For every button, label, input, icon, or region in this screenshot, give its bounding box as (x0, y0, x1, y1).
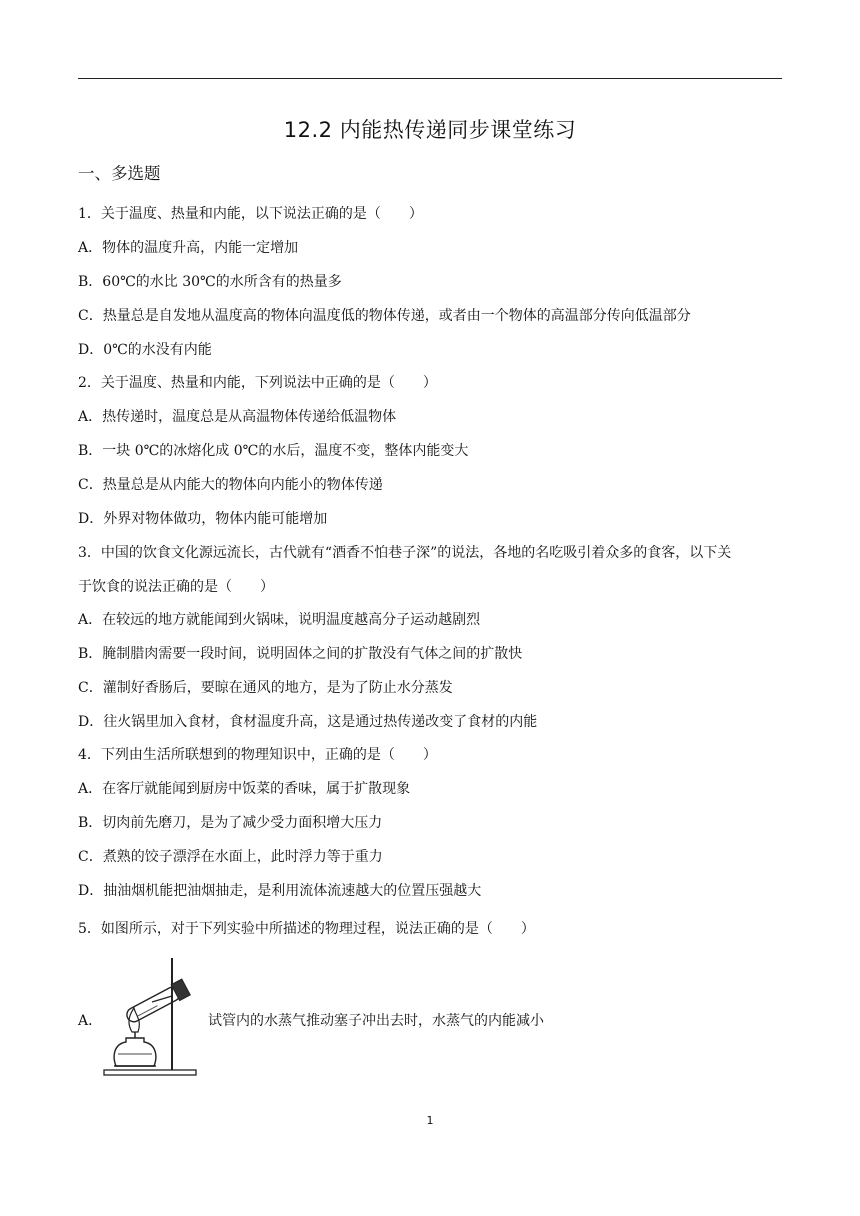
question-1-option-a: A．物体的温度升高，内能一定增加 (78, 240, 299, 256)
question-4-option-c: C．煮熟的饺子漂浮在水面上，此时浮力等于重力 (78, 849, 383, 865)
page-number: 1 (426, 1114, 434, 1127)
question-4-stem: 4．下列由生活所联想到的物理知识中，正确的是（ ） (78, 747, 437, 763)
question-3-option-c: C．灌制好香肠后，要晾在通风的地方，是为了防止水分蒸发 (78, 680, 453, 696)
question-2-option-c: C．热量总是从内能大的物体向内能小的物体传递 (78, 477, 383, 493)
question-5-option-a-text: 试管内的水蒸气推动塞子冲出去时，水蒸气的内能减小 (208, 1013, 544, 1029)
question-5-option-a-label: A． (78, 1013, 103, 1029)
question-3-option-b: B．腌制腊肉需要一段时间，说明固体之间的扩散没有气体之间的扩散快 (78, 646, 523, 662)
question-3-option-d: D．往火锅里加入食材，食材温度升高，这是通过热传递改变了食材的内能 (78, 714, 538, 730)
question-5-stem: 5．如图所示，对于下列实验中所描述的物理过程，说法正确的是（ ） (78, 921, 535, 937)
question-1-option-b: B．60℃的水比 30℃的水所含有的热量多 (78, 274, 342, 290)
question-1-option-d: D．0℃的水没有内能 (78, 342, 212, 358)
question-5-option-a (78, 952, 782, 1082)
question-1-stem: 1．关于温度、热量和内能，以下说法正确的是（ ） (78, 206, 423, 222)
question-1-option-c: C．热量总是自发地从温度高的物体向温度低的物体传递，或者由一个物体的高温部分传向低温部分 (78, 308, 691, 324)
section-heading: 一、多选题 (78, 164, 161, 183)
question-4-option-a: A．在客厅就能闻到厨房中饭菜的香味，属于扩散现象 (78, 781, 411, 797)
question-3-stem-line-1: 3．中国的饮食文化源远流长，古代就有“酒香不怕巷子深”的说法，各地的名吃吸引着众多的食客，以下关 (78, 545, 732, 561)
question-4-option-b: B．切肉前先磨刀，是为了减少受力面积增大压力 (78, 815, 383, 831)
question-2-option-b: B．一块 0℃的冰熔化成 0℃的水后，温度不变，整体内能变大 (78, 443, 469, 459)
test-tube-on-stand-with-alcohol-lamp-icon (100, 952, 210, 1082)
question-2-stem: 2．关于温度、热量和内能，下列说法中正确的是（ ） (78, 375, 437, 391)
question-2-option-d: D．外界对物体做功，物体内能可能增加 (78, 511, 328, 527)
page-title: 12.2 内能热传递同步课堂练习 (283, 118, 577, 142)
top-rule (78, 78, 782, 79)
question-3-option-a: A．在较远的地方就能闻到火锅味，说明温度越高分子运动越剧烈 (78, 612, 481, 628)
question-2-option-a: A．热传递时，温度总是从高温物体传递给低温物体 (78, 409, 397, 425)
question-4-option-d: D．抽油烟机能把油烟抽走，是利用流体流速越大的位置压强越大 (78, 883, 482, 899)
question-3-stem-line-2: 于饮食的说法正确的是（ ） (78, 579, 274, 595)
